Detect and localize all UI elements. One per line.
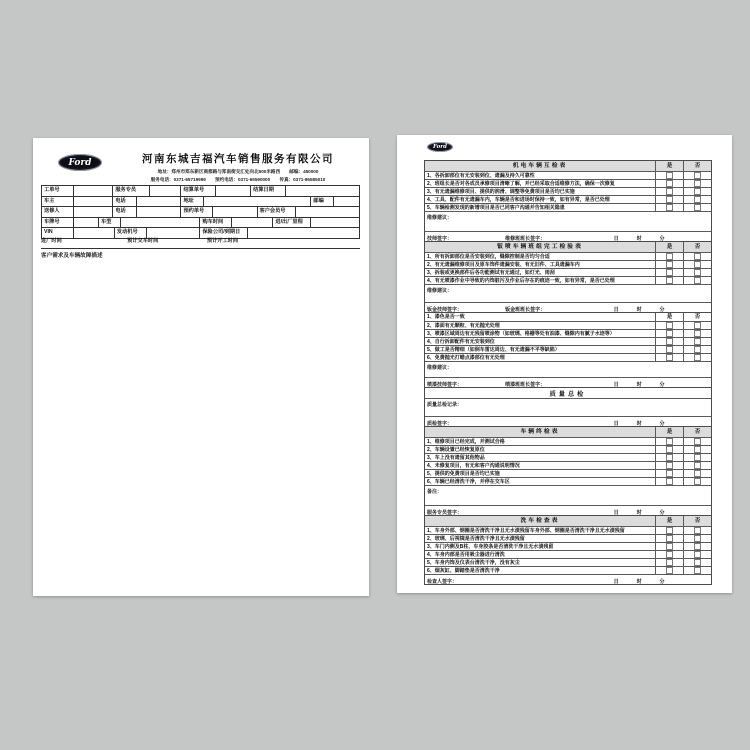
checklist-row (425, 179, 711, 187)
yes-column-cell (655, 559, 683, 566)
yes-checkbox[interactable] (666, 446, 673, 453)
yes-checkbox[interactable] (666, 462, 673, 469)
yes-column-cell (655, 330, 683, 337)
field-label: 邮编 (311, 197, 333, 207)
checklist-row (425, 353, 711, 361)
time-row (41, 235, 360, 245)
no-checkbox[interactable] (694, 446, 701, 453)
no-checkbox[interactable] (694, 261, 701, 268)
table-title: 钣喷车辆班组完工检验表 (497, 244, 583, 250)
work-order-page (33, 138, 369, 596)
checklist-item-label: 4、有无喷漆作业中导致的内饰脏污及作业后存在的痕迹一致，如有异常，是否已处理 (427, 278, 615, 284)
field-label: 服务专员 (113, 186, 149, 196)
yes-header: 是 (655, 516, 683, 526)
checklist-table (424, 160, 712, 242)
date-part-label: 日 (613, 578, 619, 585)
yes-checkbox[interactable] (666, 196, 673, 203)
checklist-row (425, 469, 711, 477)
no-column-cell (683, 470, 711, 477)
yes-column-cell (655, 470, 683, 477)
checklist-item-label: 5、车身内饰及仪表台清洗干净，没有灰尘 (427, 560, 520, 566)
no-checkbox[interactable] (694, 180, 701, 187)
no-column-cell (683, 354, 711, 361)
table-header-row (425, 516, 711, 526)
no-checkbox[interactable] (694, 253, 701, 260)
no-checkbox[interactable] (694, 354, 701, 361)
no-checkbox[interactable] (694, 196, 701, 203)
yes-column-cell (655, 196, 683, 203)
checklist-item-label: 1、所有拆卸部位是否安装到位，缝隙控制是否均匀合适 (427, 254, 550, 260)
no-checkbox[interactable] (694, 338, 701, 345)
section-title: 质量总检 (549, 390, 587, 398)
yes-checkbox[interactable] (666, 346, 673, 353)
checklist-row (425, 313, 711, 321)
checklist-item-label: 6、车辆已经清洗干净，并停在交车区 (427, 479, 510, 485)
no-column-cell (683, 188, 711, 195)
date-part-label: 时 (636, 420, 642, 427)
yes-checkbox[interactable] (666, 559, 673, 566)
field-label: 地址 (181, 197, 203, 207)
yes-checkbox[interactable] (666, 567, 673, 574)
no-checkbox[interactable] (694, 172, 701, 179)
yes-checkbox[interactable] (666, 438, 673, 445)
ford-logo: Ford (58, 154, 102, 171)
no-checkbox[interactable] (694, 188, 701, 195)
checklist-item-label: 4、工具、配件有无遗漏车内，车辆是否和进场时保持一致，如有异常，是否已处理 (427, 197, 610, 203)
checklist-item-label: 1、维修项目已经完成，并测试合格 (427, 439, 505, 445)
no-checkbox[interactable] (694, 322, 701, 329)
date-part-label: 时 (636, 509, 642, 516)
field-value-blank (334, 197, 359, 207)
checklist-item-label: 6、烟灰缸、脚踏垫是否清洗干净 (427, 568, 500, 574)
checklist-row (425, 534, 711, 542)
note-row: 维修建议： (425, 284, 711, 302)
signature-label: 质检签字： (427, 420, 453, 427)
no-column-cell (683, 346, 711, 353)
checklist-row (425, 558, 711, 566)
no-header: 否 (683, 427, 711, 437)
yes-checkbox[interactable] (666, 478, 673, 485)
field-value-blank (121, 218, 200, 228)
yes-column-cell (655, 527, 683, 534)
field-label: 结算日期 (251, 186, 286, 196)
no-header: 否 (683, 242, 711, 252)
no-column-cell (683, 172, 711, 179)
company-name: 河南东城吉福汽车销售服务有限公司 (142, 153, 334, 165)
yes-checkbox[interactable] (666, 261, 673, 268)
yes-column-cell (655, 567, 683, 574)
no-checkbox[interactable] (694, 269, 701, 276)
ford-logo: Ford (427, 142, 453, 152)
no-checkbox[interactable] (694, 478, 701, 485)
yes-column-cell (655, 172, 683, 179)
checklist-item-label: 3、拆装或更换部件后各功能测试有无通过，如灯光、雨刮 (427, 270, 555, 276)
fault-description-title: 客户需求及车辆故障描述 (41, 253, 103, 259)
yes-checkbox[interactable] (666, 551, 673, 558)
no-column-cell (683, 269, 711, 276)
section-divider (41, 248, 360, 249)
no-header: 否 (683, 161, 711, 171)
yes-column-cell (655, 277, 683, 284)
checklist-item-label: 2、班组长是否对各成员承修项目清晰了解，并已经采取合适维修方法，确保一次修复 (427, 181, 615, 187)
no-column-cell (683, 180, 711, 187)
yes-column-cell (655, 338, 683, 345)
yes-column-cell (655, 261, 683, 268)
signature-label: 钣金班班长签字： (505, 306, 546, 313)
field-value-blank (74, 197, 114, 207)
checklist-item-label: 5、提供的免费项目是否均已实施 (427, 471, 500, 477)
no-header: 否 (683, 313, 711, 321)
no-checkbox[interactable] (694, 527, 701, 534)
checklist-row (425, 445, 711, 453)
no-checkbox[interactable] (694, 277, 701, 284)
field-value-blank (137, 207, 181, 217)
yes-column-cell (655, 462, 683, 469)
field-label: 结算单号 (181, 186, 216, 196)
yes-checkbox[interactable] (666, 527, 673, 534)
no-column-cell (683, 535, 711, 542)
info-table-row (42, 196, 359, 207)
table-header-row (425, 161, 711, 171)
no-column-cell (683, 322, 711, 329)
checklist-item-label: 1、各拆卸部位有无安装到位、遗漏及持久可靠性 (427, 173, 535, 179)
checklist-row (425, 461, 711, 469)
signature-label: 喷漆技师签字： (427, 381, 463, 388)
checklist-row (425, 260, 711, 268)
checklist-row (425, 453, 711, 461)
field-value-blank (137, 197, 181, 207)
signature-label: 检查人签字： (427, 578, 458, 585)
info-table-row (42, 186, 359, 196)
checklist-row (425, 187, 711, 195)
signature-row (425, 302, 711, 312)
letterhead (117, 151, 359, 183)
no-checkbox[interactable] (694, 438, 701, 445)
checklist-row (425, 276, 711, 284)
date-part-label: 分 (659, 235, 665, 242)
field-value-blank (150, 186, 182, 196)
date-part-label: 时 (636, 381, 642, 388)
yes-checkbox[interactable] (666, 269, 673, 276)
yes-column-cell (655, 551, 683, 558)
checklist-item-label: 1、车身外部、钢圈是否清洗干净且无水渍残留车身外部、钢圈是否清洗干净且无水渍残留 (427, 528, 625, 534)
no-checkbox[interactable] (694, 551, 701, 558)
table-title: 车辆终检表 (520, 429, 560, 435)
time-field-label: 预计开工时间 (206, 238, 239, 244)
table-title: 机电车辆互检表 (512, 163, 568, 169)
note-row: 维修建议： (425, 361, 711, 377)
yes-column-cell (655, 535, 683, 542)
yes-checkbox[interactable] (666, 543, 673, 550)
yes-header: 是 (655, 242, 683, 252)
field-value-blank (213, 207, 257, 217)
yes-column-cell (655, 269, 683, 276)
checklist-item-label: 4、自行拆卸配件有无安装到位 (427, 339, 495, 345)
table-header-row (425, 427, 711, 437)
time-field-label: 预计交车时间 (127, 238, 159, 244)
no-column-cell (683, 551, 711, 558)
note-row: 维修建议： (425, 211, 711, 231)
checklist-item-label: 4、车身内部是否用吸尘器进行清洗 (427, 552, 505, 558)
no-column-cell (683, 253, 711, 260)
date-part-label: 分 (659, 509, 665, 516)
signature-label: 喷漆班班长签字： (505, 381, 546, 388)
checklist-item-label: 5、做工是否精细（如倒车雷达周边、有无遗漏不平等缺陷） (427, 347, 560, 353)
date-part-label: 分 (659, 381, 665, 388)
yes-column-cell (655, 253, 683, 260)
no-column-cell (683, 330, 711, 337)
checklist-row (425, 566, 711, 574)
date-part-label: 分 (659, 578, 665, 585)
field-label: 购车时间 (200, 218, 232, 228)
checklist-row (425, 268, 711, 276)
date-part-label: 分 (659, 306, 665, 313)
checklist-row (425, 321, 711, 329)
yes-column-cell (655, 204, 683, 211)
yes-checkbox[interactable] (666, 454, 673, 461)
checklist-item-label: 2、玻璃、后视镜是否清洗干净且无水渍残留 (427, 536, 525, 542)
no-column-cell (683, 567, 711, 574)
date-part-label: 日 (613, 420, 619, 427)
no-checkbox[interactable] (694, 204, 701, 211)
yes-column-cell (655, 188, 683, 195)
signature-label: 技师签字： (427, 235, 453, 242)
checklist-item-label: 3、喷漆区域周边有无残留喷涂物（如玻璃、格栅等处有油漆、缝隙内有腻子水迹等） (427, 331, 615, 337)
checklist-row (425, 337, 711, 345)
no-column-cell (683, 462, 711, 469)
no-column-cell (683, 277, 711, 284)
date-part-label: 日 (613, 235, 619, 242)
checklist-row (425, 252, 711, 260)
checklist-item-label: 2、漆面有无颗粒、有无抛光处理 (427, 323, 500, 329)
no-column-cell (683, 454, 711, 461)
checklist-item-label: 3、车上没有遗留其他物品 (427, 455, 485, 461)
field-label: 电话 (113, 197, 137, 207)
no-column-cell (683, 478, 711, 485)
no-column-cell (683, 196, 711, 203)
checklist-item-label: 6、免费抛光打蜡点漆部位有无处理 (427, 355, 505, 361)
field-label: 车主 (42, 197, 74, 207)
no-column-cell (683, 527, 711, 534)
field-label: 送修人 (42, 207, 74, 217)
field-label: 客户会员号 (258, 207, 296, 217)
work-order-info-table (41, 185, 360, 239)
field-label: 预约单号 (181, 207, 213, 217)
checklist-row (425, 203, 711, 211)
field-value-blank (74, 186, 114, 196)
field-label: 工单号 (42, 186, 74, 196)
signature-row (425, 505, 711, 515)
yes-checkbox[interactable] (666, 330, 673, 337)
no-column-cell (683, 338, 711, 345)
field-label: 车型 (99, 218, 121, 228)
checklist-row (425, 345, 711, 353)
no-checkbox[interactable] (694, 470, 701, 477)
yes-checkbox[interactable] (666, 338, 673, 345)
checklist-row (425, 437, 711, 445)
no-checkbox[interactable] (694, 346, 701, 353)
checklist-item-label: 3、车门内侧及B柱、车身胶条是否清洗干净且无水渍残留 (427, 544, 554, 550)
field-value-blank (74, 218, 99, 228)
info-table-row (42, 206, 359, 217)
signature-label: 钣金技师签字： (427, 306, 463, 313)
yes-column-cell (655, 446, 683, 453)
yes-column-cell (655, 454, 683, 461)
field-label: 保险公司/到期日 (200, 228, 248, 238)
field-value-blank (296, 207, 359, 217)
note-row: 备注： (425, 485, 711, 505)
checklist-row (425, 195, 711, 203)
field-label: 车牌号 (42, 218, 74, 228)
checklist-item-label: 2、有无遗漏维修项目及原车饰件遗漏安装、有无旧件、工具遗漏车内 (427, 262, 580, 268)
checklist-table (424, 312, 712, 388)
time-field-label: 进厂时间 (41, 238, 62, 244)
field-value-blank (286, 186, 359, 196)
quality-section (424, 387, 712, 427)
date-part-label: 时 (636, 578, 642, 585)
checklist-item-label: 2、车辆设置已经恢复原位 (427, 447, 485, 453)
checklist-blocks (424, 161, 712, 585)
signature-label: 服务专员签字： (427, 509, 463, 516)
yes-checkbox[interactable] (666, 253, 673, 260)
checklist-row (425, 542, 711, 550)
no-checkbox[interactable] (694, 462, 701, 469)
no-header: 否 (683, 516, 711, 526)
date-part-label: 分 (659, 420, 665, 427)
field-value-blank (74, 207, 114, 217)
table-title: 洗车检查表 (520, 518, 560, 524)
signature-row (425, 377, 711, 387)
yes-column-cell (655, 180, 683, 187)
no-checkbox[interactable] (694, 535, 701, 542)
checklist-table (424, 241, 712, 313)
date-part-label: 日 (613, 381, 619, 388)
signature-row (425, 231, 711, 241)
yes-column-cell (655, 478, 683, 485)
yes-column-cell (655, 354, 683, 361)
field-value-blank (311, 218, 359, 228)
date-part-label: 日 (613, 509, 619, 516)
field-label: 电话 (113, 207, 137, 217)
checklist-item-label: 3、有无遗漏维修项目、提供的润滑、调整等免费项目是否均已实施 (427, 189, 575, 195)
yes-checkbox[interactable] (666, 180, 673, 187)
checklist-row (425, 329, 711, 337)
yes-header: 是 (655, 313, 683, 321)
contact-line: 服务电话：0371-65719999 预约电话：0371-65590000 传真：0371-86585010 (150, 177, 326, 182)
checklist-table (424, 515, 712, 585)
no-checkbox[interactable] (694, 330, 701, 337)
checklist-row (425, 550, 711, 558)
no-column-cell (683, 559, 711, 566)
no-column-cell (683, 261, 711, 268)
checklist-row (425, 171, 711, 179)
yes-checkbox[interactable] (666, 470, 673, 477)
yes-checkbox[interactable] (666, 535, 673, 542)
yes-column-cell (655, 346, 683, 353)
no-column-cell (683, 204, 711, 211)
no-checkbox[interactable] (694, 559, 701, 566)
address-line: 地址：郑州市郑东新区商都路与郑南街交汇处向北500米路西 邮编：450000 (157, 168, 319, 174)
checklist-item-label: 4、未修复项目，有无和客户沟通说明情况 (427, 463, 520, 469)
no-checkbox[interactable] (694, 567, 701, 574)
no-checkbox[interactable] (694, 543, 701, 550)
yes-column-cell (655, 543, 683, 550)
date-part-label: 时 (636, 306, 642, 313)
yes-checkbox[interactable] (666, 172, 673, 179)
checklist-item-label: 5、车辆检测发现的新增项目是否已同客户沟通并告知相关隐患 (427, 205, 565, 211)
field-label: 发动机号 (115, 228, 147, 238)
signature-row (425, 416, 711, 426)
checklist-row (425, 477, 711, 485)
date-part-label: 日 (613, 306, 619, 313)
field-value-blank (232, 218, 273, 228)
field-label: VIN (42, 228, 74, 238)
checklist-item-label: 1、漆色是否一致 (427, 314, 465, 320)
no-column-cell (683, 543, 711, 550)
no-column-cell (683, 446, 711, 453)
yes-checkbox[interactable] (666, 188, 673, 195)
signature-label: 维修班班长签字： (505, 235, 546, 242)
checklist-table (424, 426, 712, 516)
checklist-row (425, 526, 711, 534)
yes-checkbox[interactable] (666, 322, 673, 329)
yes-column-cell (655, 322, 683, 329)
no-column-cell (683, 438, 711, 445)
yes-checkbox[interactable] (666, 277, 673, 284)
yes-checkbox[interactable] (666, 354, 673, 361)
field-value-blank (216, 186, 251, 196)
info-table-row (42, 217, 359, 228)
signature-row (425, 574, 711, 584)
yes-header: 是 (655, 161, 683, 171)
field-value-blank (204, 197, 312, 207)
yes-column-cell (655, 438, 683, 445)
note-row: 质量总检记录： (425, 398, 711, 416)
yes-checkbox[interactable] (666, 204, 673, 211)
field-label: 进/出厂里程 (273, 218, 311, 228)
date-part-label: 时 (636, 235, 642, 242)
no-checkbox[interactable] (694, 454, 701, 461)
inspection-checklist-page (397, 135, 732, 593)
yes-header: 是 (655, 427, 683, 437)
table-header-row (425, 242, 711, 252)
